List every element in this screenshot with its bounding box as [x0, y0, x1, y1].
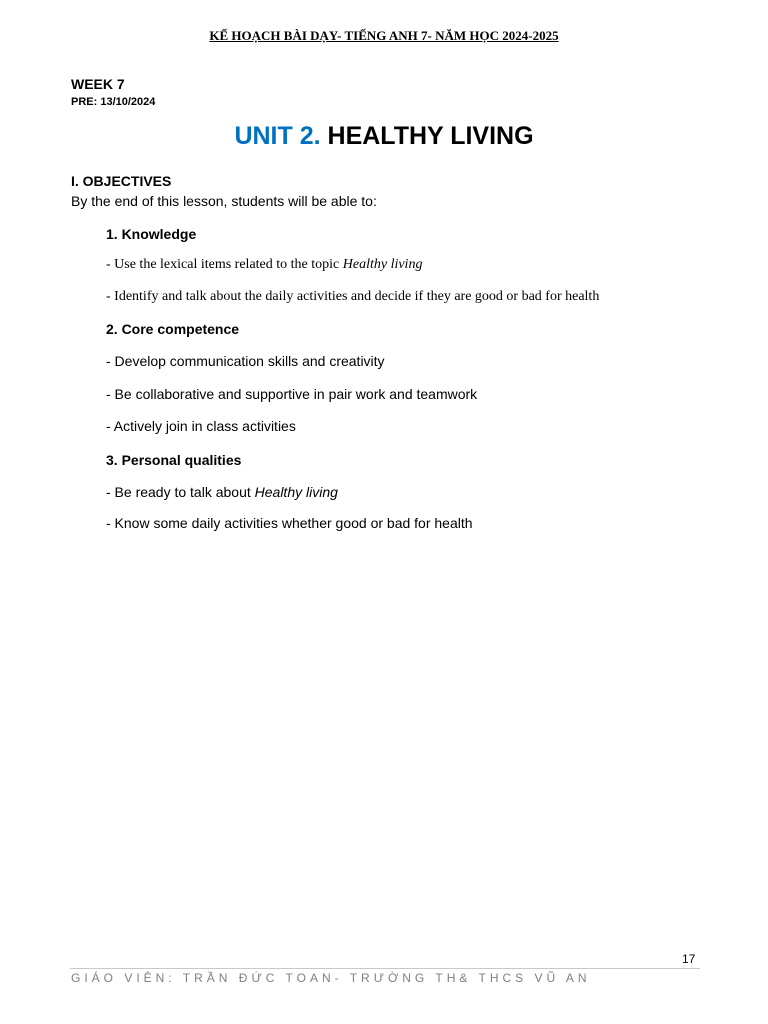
personal-qualities-heading: 3. Personal qualities	[106, 452, 242, 468]
objectives-heading: I. OBJECTIVES	[71, 173, 172, 189]
prep-date: PRE: 13/10/2024	[71, 96, 156, 108]
knowledge-item-1-topic: Healthy living	[342, 257, 423, 272]
objectives-intro: By the end of this lesson, students will be able to:	[71, 193, 377, 209]
personal-item-1-topic: Healthy living	[254, 484, 338, 500]
unit-name: HEALTHY LIVING	[327, 122, 534, 150]
footer-divider	[70, 968, 700, 969]
core-competence-heading: 2. Core competence	[106, 321, 240, 337]
personal-item-1-text: - Be ready to talk about	[106, 484, 255, 500]
footer-text: GIÁO VIÊN: TRẦN ĐỨC TOAN- TRƯỜNG TH& THCS VŨ AN	[71, 971, 591, 985]
knowledge-heading: 1. Knowledge	[106, 226, 197, 242]
week-label: WEEK 7	[71, 76, 125, 92]
knowledge-item-1	[106, 257, 422, 273]
personal-item-1	[106, 484, 338, 500]
core-item-3: - Actively join in class activities	[106, 418, 296, 434]
document-header: KẾ HOẠCH BÀI DẠY- TIẾNG ANH 7- NĂM HỌC 2024-2025	[209, 28, 559, 43]
core-item-2: - Be collaborative and supportive in pair work and teamwork	[106, 386, 478, 402]
personal-item-2: - Know some daily activities whether good or bad for health	[106, 515, 473, 531]
unit-title	[0, 122, 768, 151]
knowledge-item-2: - Identify and talk about the daily activities and decide if they are good or bad for health	[106, 289, 600, 304]
page-number: 17	[682, 952, 696, 966]
core-item-1: - Develop communication skills and creativity	[106, 353, 385, 369]
knowledge-item-1-text: - Use the lexical items related to the topic	[106, 257, 343, 272]
unit-number: UNIT 2.	[234, 122, 321, 150]
